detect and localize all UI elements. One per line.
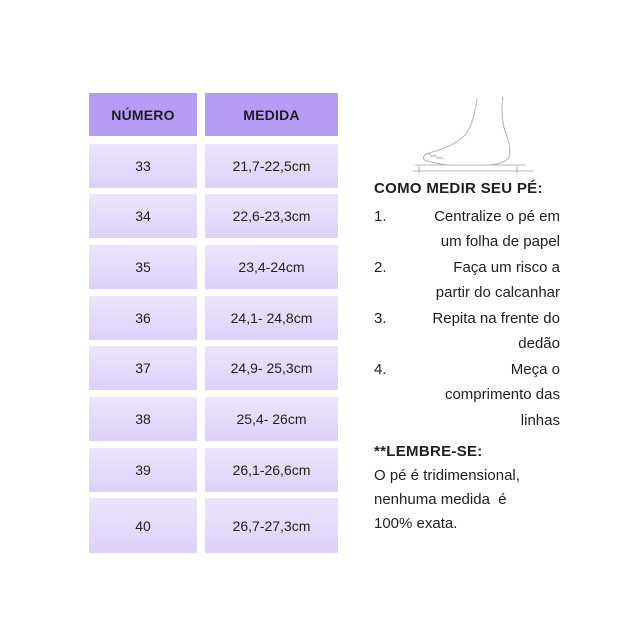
instructions-title: COMO MEDIR SEU PÉ: xyxy=(374,180,543,197)
reminder-note xyxy=(374,440,564,536)
reminder-line: nenhuma medida é xyxy=(374,491,507,508)
list-item xyxy=(374,204,560,255)
size-measure-cell: 26,7-27,3cm xyxy=(205,498,338,553)
list-item xyxy=(374,357,560,434)
step-text xyxy=(400,306,560,357)
step-line: um folha de papel xyxy=(440,233,560,250)
step-line: Faça um risco a xyxy=(453,258,560,276)
size-number-cell: 35 xyxy=(89,245,197,289)
step-line: partir do calcanhar xyxy=(435,284,560,301)
step-text xyxy=(400,357,560,434)
instructions-steps xyxy=(374,204,560,434)
size-measure-cell: 24,1- 24,8cm xyxy=(205,296,338,340)
list-item xyxy=(374,306,560,357)
size-measure-cell: 22,6-23,3cm xyxy=(205,194,338,238)
step-line: comprimento das xyxy=(444,386,560,403)
size-measure-cell: 23,4-24cm xyxy=(205,245,338,289)
size-number-cell: 38 xyxy=(89,397,197,441)
size-number-cell: 37 xyxy=(89,346,197,390)
step-text xyxy=(400,255,560,306)
step-line: Meça o xyxy=(510,360,560,378)
reminder-title: **LEMBRE-SE: xyxy=(374,443,483,460)
foot-outline-icon xyxy=(405,95,545,175)
header-medida: MEDIDA xyxy=(205,93,338,136)
size-number-cell: 33 xyxy=(89,144,197,188)
measure-instructions xyxy=(374,176,560,433)
size-measure-cell: 21,7-22,5cm xyxy=(205,144,338,188)
list-item xyxy=(374,255,560,306)
step-line: linhas xyxy=(520,411,560,429)
step-number: 2. xyxy=(374,258,387,276)
size-measure-cell: 24,9- 25,3cm xyxy=(205,346,338,390)
size-number-cell: 34 xyxy=(89,194,197,238)
size-measure-cell: 25,4- 26cm xyxy=(205,397,338,441)
size-number-cell: 40 xyxy=(89,498,197,553)
reminder-line: O pé é tridimensional, xyxy=(374,467,520,484)
step-line: dedão xyxy=(518,335,560,352)
step-text xyxy=(400,204,560,255)
step-number: 4. xyxy=(374,360,387,378)
header-numero: NÚMERO xyxy=(89,93,197,136)
step-line: Centralize o pé em xyxy=(434,207,560,225)
step-line: Repita na frente do xyxy=(432,309,560,327)
size-number-cell: 39 xyxy=(89,448,197,492)
size-number-cell: 36 xyxy=(89,296,197,340)
step-number: 3. xyxy=(374,309,387,327)
reminder-line: 100% exata. xyxy=(374,515,458,532)
step-number: 1. xyxy=(374,207,387,225)
size-measure-cell: 26,1-26,6cm xyxy=(205,448,338,492)
